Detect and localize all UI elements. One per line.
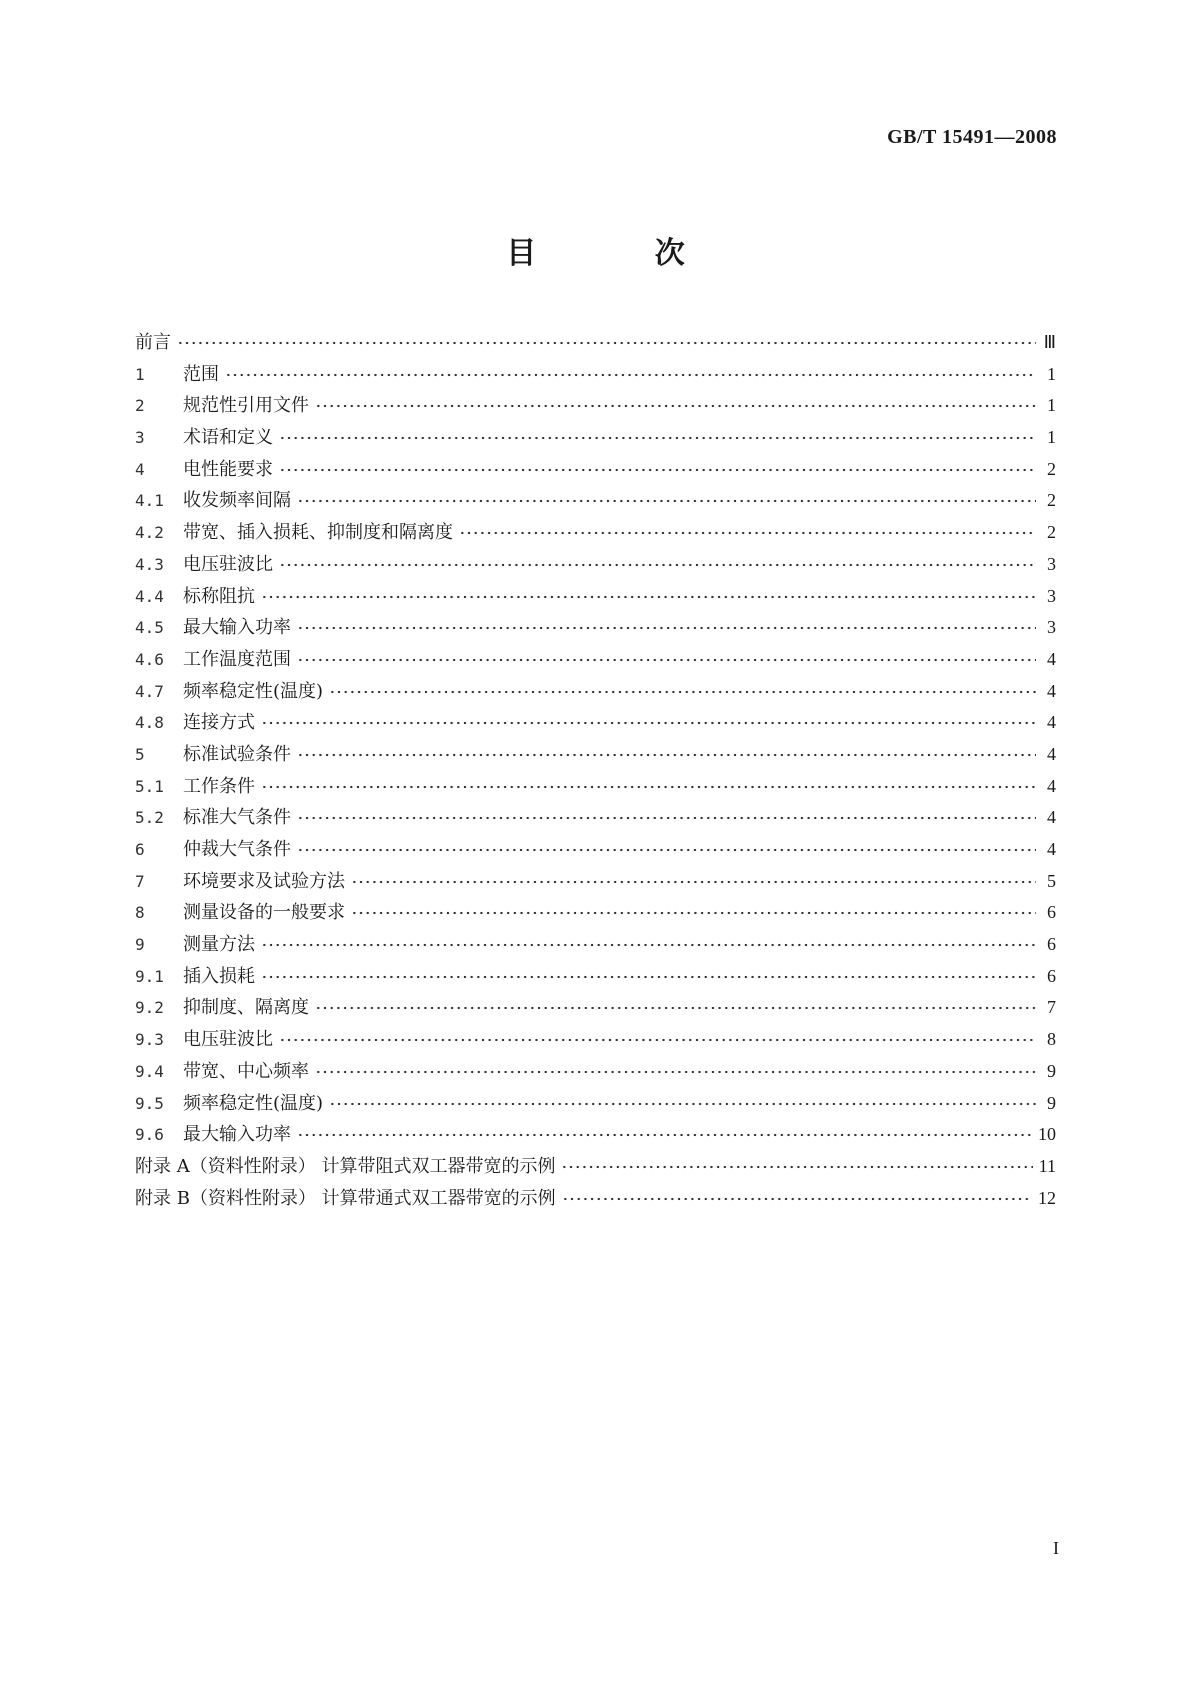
dot-leader [329, 1097, 1036, 1109]
toc-entry-title: 最大输入功率 [183, 1124, 291, 1146]
dot-leader [315, 1001, 1036, 1013]
toc-entry[interactable] [135, 422, 1056, 454]
toc-entry-title: 频率稳定性(温度) [183, 1092, 324, 1114]
dot-leader [297, 621, 1036, 633]
toc-entry-title: 规范性引用文件 [183, 395, 309, 417]
document-code: GB/T 15491—2008 [887, 126, 1057, 148]
toc-entry-title: 带宽、中心频率 [183, 1060, 309, 1082]
dot-leader [459, 526, 1036, 538]
toc-entry-page: 8 [1047, 1029, 1056, 1050]
toc-entry-page: 4 [1047, 839, 1056, 859]
toc-entry-page: 6 [1047, 965, 1056, 986]
dot-leader [225, 368, 1036, 380]
toc-entry-number: 9.2 [135, 998, 164, 1018]
toc-entry-number: 9.4 [135, 1061, 164, 1081]
toc-entry[interactable] [135, 1024, 1056, 1056]
toc-entry-page: 1 [1047, 363, 1056, 384]
dot-leader [279, 1033, 1036, 1045]
toc-entry[interactable] [135, 485, 1056, 517]
toc-entry-page: 10 [1038, 1124, 1056, 1145]
toc-entry-page: 9 [1047, 1092, 1056, 1113]
toc-entry-number: 9 [135, 935, 145, 955]
toc-entry[interactable] [135, 1183, 1056, 1215]
toc-entry[interactable] [135, 961, 1056, 993]
toc-entry[interactable] [135, 454, 1056, 486]
toc-entry[interactable] [135, 992, 1056, 1024]
toc-entry-number: 3 [135, 428, 145, 448]
toc-entry-number: 4.4 [135, 586, 164, 606]
toc-entry-title: 附录 A（资料性附录） 计算带阻式双工器带宽的示例 [135, 1155, 556, 1177]
toc-entry-number: 5.2 [135, 808, 164, 828]
dot-leader [297, 1128, 1032, 1140]
toc-entry-title: 环境要求及试验方法 [183, 870, 345, 892]
dot-leader [562, 1192, 1032, 1204]
toc-entry-page: 2 [1047, 490, 1056, 511]
toc-entry-title: 电压驻波比 [183, 553, 273, 575]
toc-entry-number: 1 [135, 364, 145, 384]
dot-leader [261, 780, 1036, 792]
toc-entry-page: 1 [1047, 427, 1056, 448]
dot-leader [561, 1160, 1032, 1172]
toc-entry-number: 6 [135, 840, 145, 859]
toc-entry-number: 9.5 [135, 1093, 164, 1113]
toc-entry-page: 6 [1047, 902, 1056, 923]
dot-leader [315, 1065, 1036, 1077]
toc-entry[interactable] [135, 897, 1056, 929]
table-of-contents [135, 327, 1056, 1214]
toc-entry[interactable] [135, 802, 1056, 834]
toc-entry-page: 12 [1038, 1187, 1056, 1208]
dot-leader [297, 494, 1036, 506]
toc-entry-title: 测量设备的一般要求 [183, 902, 345, 924]
toc-entry-page: 4 [1047, 807, 1056, 828]
dot-leader [279, 558, 1036, 570]
toc-entry[interactable] [135, 517, 1056, 549]
toc-entry-page: 4 [1047, 648, 1056, 669]
toc-entry-page: 3 [1047, 617, 1056, 638]
toc-entry[interactable] [135, 1151, 1056, 1183]
toc-entry-title: 电压驻波比 [183, 1029, 273, 1051]
toc-entry-title: 工作温度范围 [183, 648, 291, 670]
toc-entry[interactable] [135, 581, 1056, 613]
dot-leader [297, 653, 1036, 665]
toc-entry-title: 标准大气条件 [183, 807, 291, 829]
toc-entry-title: 仲裁大气条件 [183, 839, 291, 860]
toc-entry[interactable] [135, 1119, 1056, 1151]
toc-entry-page: 4 [1047, 743, 1056, 764]
toc-entry-title: 电性能要求 [183, 458, 273, 480]
dot-leader [261, 970, 1036, 982]
toc-entry-number: 4.7 [135, 681, 164, 701]
toc-entry-number: 4.2 [135, 523, 164, 543]
dot-leader [177, 336, 1036, 348]
toc-entry-number: 2 [135, 396, 145, 416]
toc-entry-number: 4 [135, 459, 145, 479]
toc-entry[interactable] [135, 549, 1056, 581]
toc-entry[interactable] [135, 327, 1056, 359]
toc-entry-number: 4.5 [135, 618, 164, 638]
toc-entry[interactable] [135, 676, 1056, 708]
toc-entry-title: 带宽、插入损耗、抑制度和隔离度 [183, 522, 453, 544]
toc-entry-title: 抑制度、隔离度 [183, 997, 309, 1019]
toc-entry-number: 5.1 [135, 776, 164, 796]
toc-entry-title: 最大输入功率 [183, 617, 291, 639]
toc-entry-title: 术语和定义 [183, 427, 273, 449]
page-number: I [1053, 1538, 1059, 1558]
toc-entry-page: 11 [1038, 1155, 1056, 1176]
toc-entry-title: 范围 [183, 363, 219, 385]
toc-entry-title: 插入损耗 [183, 965, 255, 987]
toc-entry-page: 1 [1047, 395, 1056, 416]
toc-entry-page: 5 [1047, 870, 1056, 891]
toc-entry-title: 标准试验条件 [183, 743, 291, 765]
toc-entry-number: 4.3 [135, 554, 164, 574]
toc-entry[interactable] [135, 1056, 1056, 1088]
dot-leader [351, 906, 1036, 918]
toc-entry[interactable] [135, 739, 1056, 771]
toc-entry-title: 收发频率间隔 [183, 490, 291, 512]
toc-entry-number: 8 [135, 903, 145, 923]
toc-entry-title: 频率稳定性(温度) [183, 680, 324, 702]
toc-entry-page: 2 [1047, 458, 1056, 479]
toc-entry[interactable] [135, 834, 1056, 866]
dot-leader [279, 431, 1036, 443]
toc-entry-page: 4 [1047, 775, 1056, 796]
toc-entry-page: 3 [1047, 553, 1056, 574]
toc-entry[interactable] [135, 866, 1056, 898]
dot-leader [261, 716, 1036, 728]
toc-entry-number: 9.3 [135, 1030, 164, 1050]
toc-entry-page: 9 [1047, 1060, 1056, 1081]
toc-entry[interactable] [135, 644, 1056, 676]
toc-entry-title: 测量方法 [183, 934, 255, 956]
dot-leader [297, 843, 1036, 855]
toc-entry-number: 9.6 [135, 1125, 164, 1145]
dot-leader [261, 938, 1036, 950]
dot-leader [351, 875, 1036, 887]
toc-entry-number: 9.1 [135, 966, 164, 986]
toc-entry-number: 4.8 [135, 713, 164, 733]
dot-leader [279, 463, 1036, 475]
dot-leader [297, 748, 1036, 760]
toc-entry[interactable] [135, 390, 1056, 422]
dot-leader [329, 685, 1036, 697]
toc-entry-number: 7 [135, 871, 145, 891]
toc-entry-title: 连接方式 [183, 712, 255, 734]
toc-entry[interactable] [135, 707, 1056, 739]
toc-entry-title: 前言 [135, 332, 171, 353]
toc-entry-page: Ⅲ [1043, 332, 1056, 352]
toc-entry-page: 3 [1047, 585, 1056, 606]
toc-entry-page: 2 [1047, 522, 1056, 543]
toc-entry-title: 标称阻抗 [183, 585, 255, 607]
toc-entry[interactable] [135, 929, 1056, 961]
dot-leader [315, 399, 1036, 411]
dot-leader [297, 811, 1036, 823]
toc-entry-title: 附录 B（资料性附录） 计算带通式双工器带宽的示例 [135, 1187, 556, 1209]
page-title: 目 次 [506, 236, 739, 271]
toc-entry-title: 工作条件 [183, 775, 255, 797]
toc-entry[interactable] [135, 1088, 1056, 1120]
toc-entry-page: 4 [1047, 712, 1056, 733]
toc-entry-page: 7 [1047, 997, 1056, 1018]
dot-leader [261, 590, 1036, 602]
toc-entry-number: 4.1 [135, 491, 164, 511]
toc-entry[interactable] [135, 771, 1056, 803]
toc-entry-page: 6 [1047, 934, 1056, 955]
toc-entry-page: 4 [1047, 680, 1056, 701]
toc-entry-number: 5 [135, 744, 145, 764]
toc-entry[interactable] [135, 612, 1056, 644]
toc-entry[interactable] [135, 359, 1056, 391]
toc-entry-number: 4.6 [135, 649, 164, 669]
